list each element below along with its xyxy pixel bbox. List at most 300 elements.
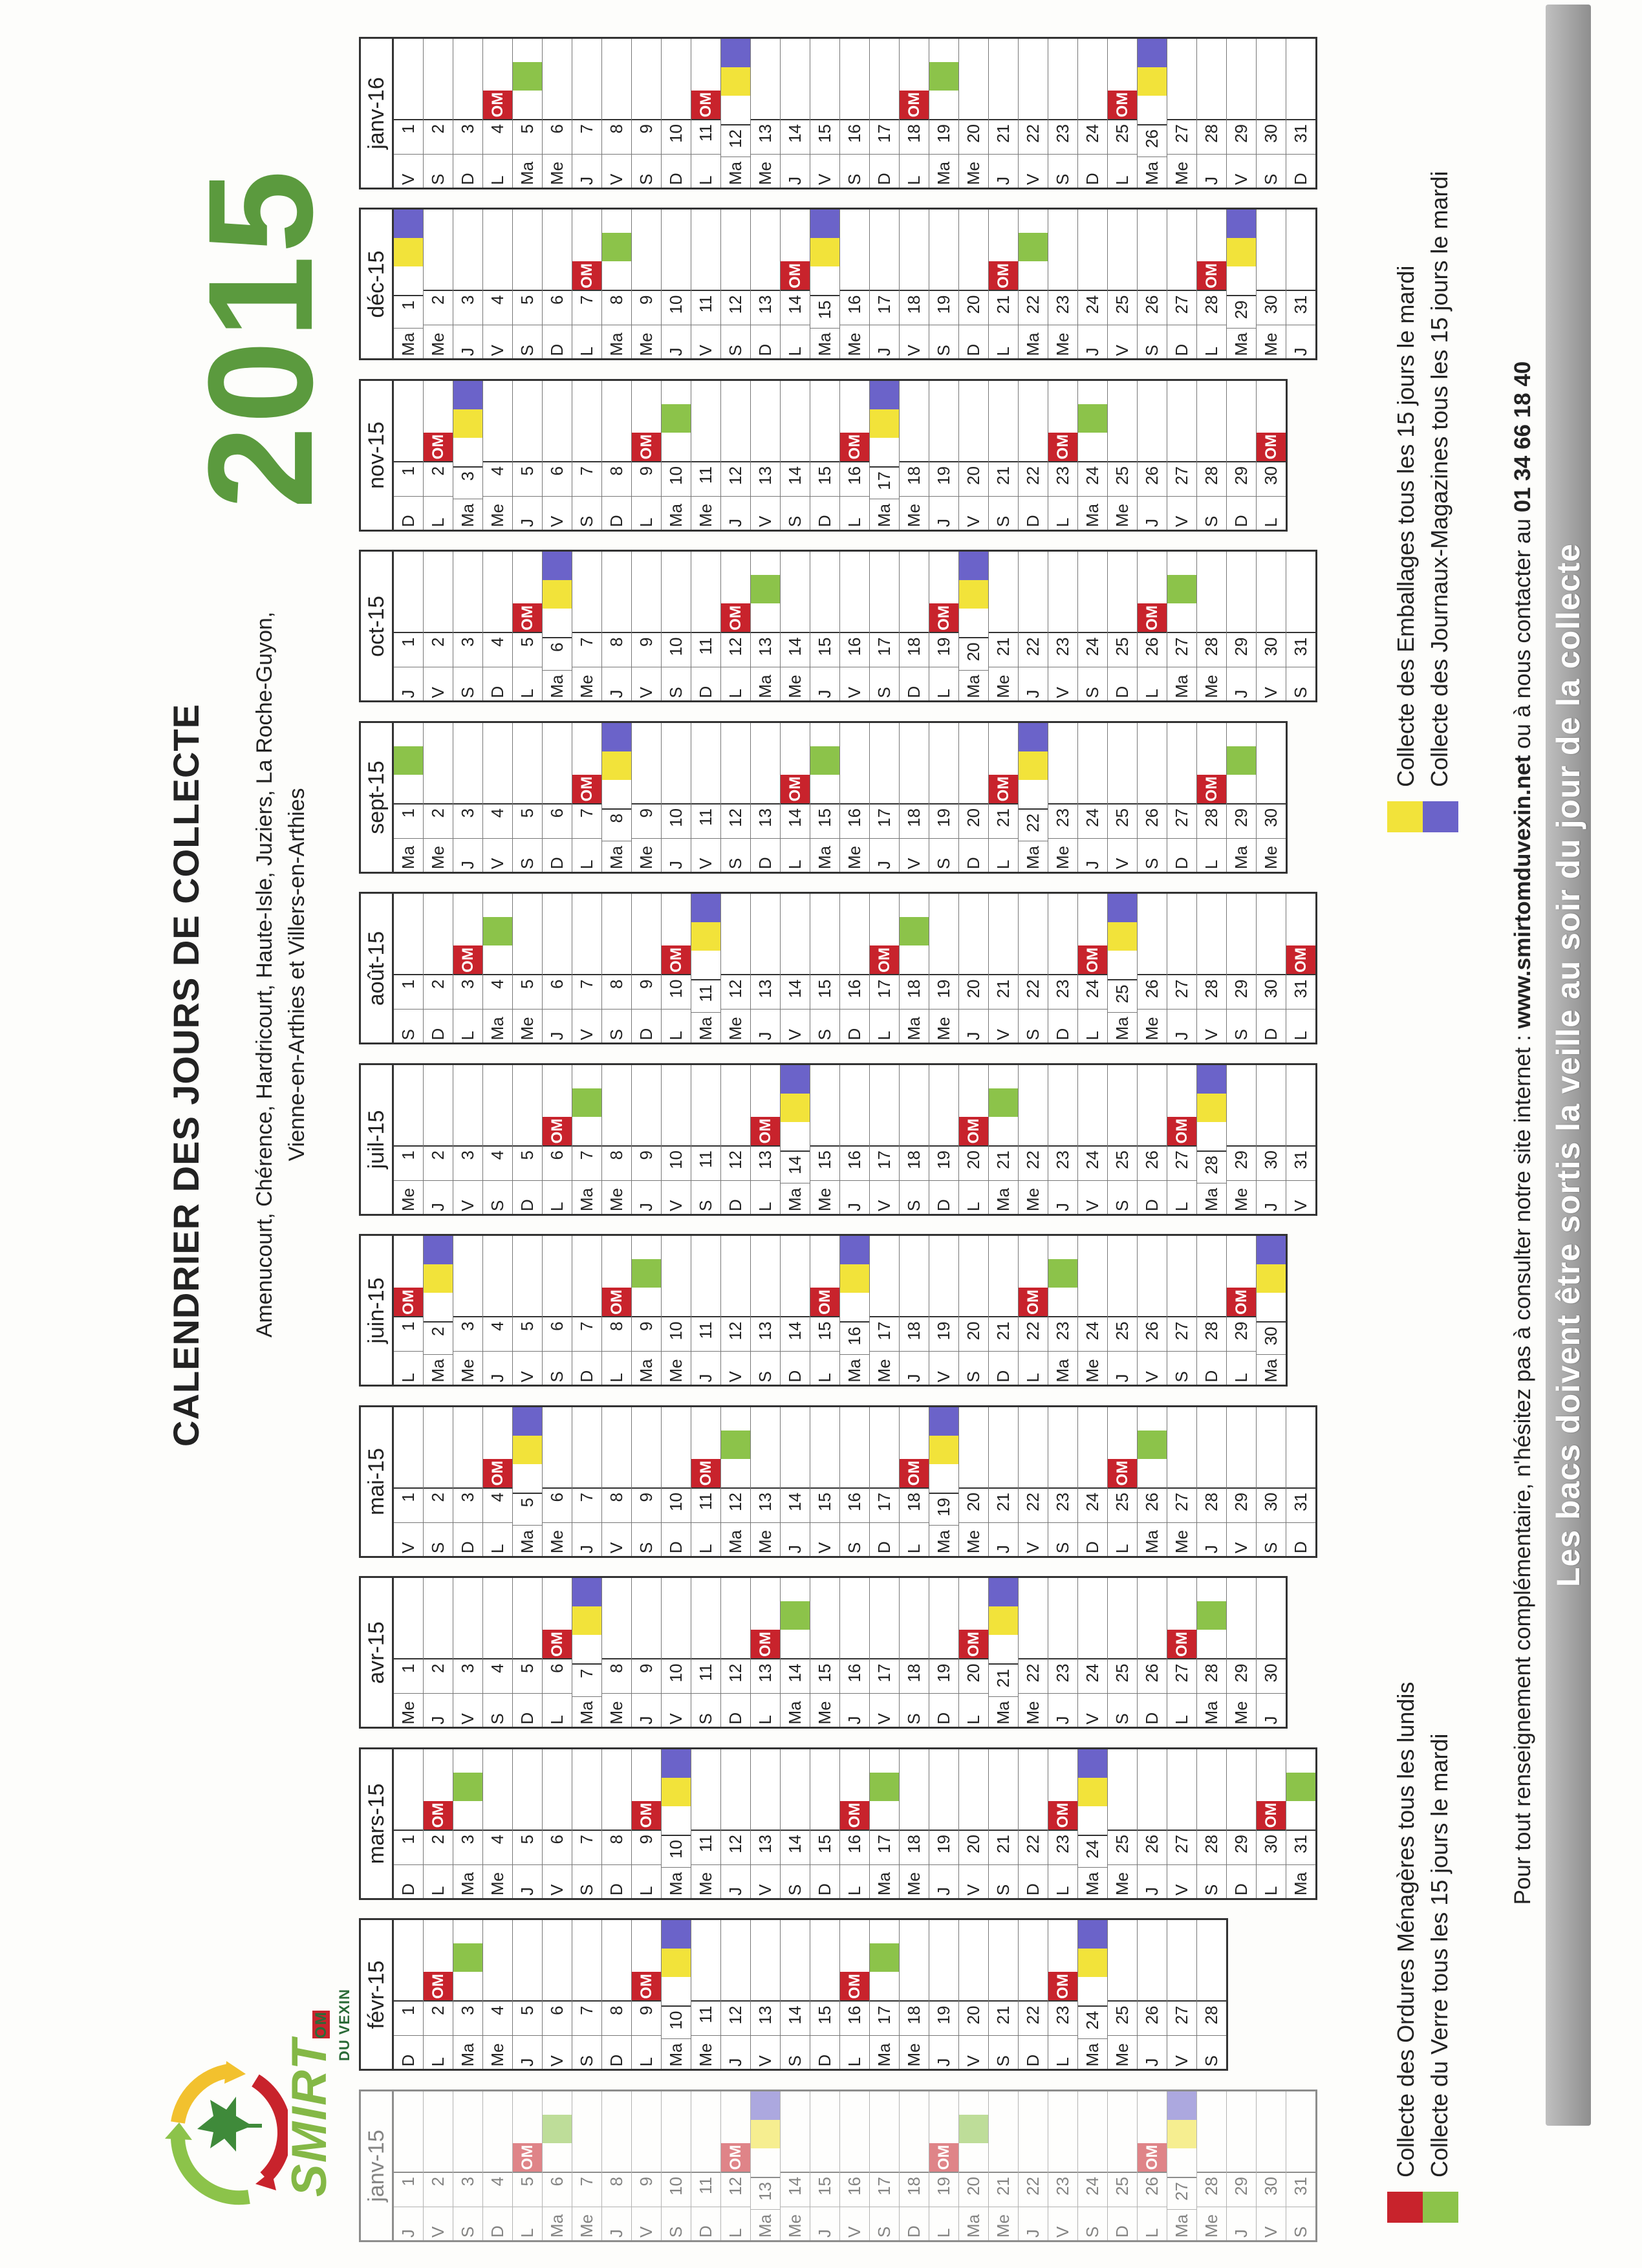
day-number: 30: [1257, 290, 1286, 325]
day-number: 25: [1108, 1487, 1137, 1522]
day-number: 15: [810, 296, 839, 328]
weekday-label: S: [1167, 1352, 1196, 1385]
weekday-label: Ma: [870, 499, 899, 530]
weekday-label: Me: [1197, 2207, 1226, 2240]
weekday-label: V: [572, 1010, 601, 1043]
day-number: 25: [1108, 119, 1137, 154]
weekday-label: J: [394, 667, 423, 701]
day-number: 7: [572, 803, 601, 838]
day-row: [959, 552, 989, 701]
collection-cell: [1078, 39, 1107, 119]
day-number: 18: [900, 2001, 929, 2036]
day-number: 10: [662, 632, 691, 667]
weekday-label: Me: [1167, 1522, 1196, 1556]
day-row: [1286, 1749, 1315, 1898]
month-days: [392, 721, 1288, 874]
collection-cell: [543, 1749, 572, 1830]
day-row: [900, 1749, 929, 1898]
day-row: [900, 1921, 929, 2069]
weekday-label: V: [1048, 667, 1077, 701]
day-number: 23: [1048, 119, 1077, 154]
day-number: 22: [1019, 2001, 1048, 2036]
collection-cell: [1138, 552, 1167, 632]
collection-cell: [900, 2091, 929, 2172]
collection-cell: [1197, 210, 1226, 290]
collection-cell: [721, 1579, 750, 1659]
day-number: 7: [572, 461, 601, 496]
day-number: 26: [1138, 2172, 1167, 2207]
day-row: [394, 381, 424, 530]
weekday-label: D: [394, 2036, 423, 2069]
collection-cell: [721, 1237, 750, 1317]
om-marker: OM: [1078, 946, 1107, 975]
day-row: [453, 1921, 483, 2069]
day-number: 13: [751, 632, 780, 667]
weekday-label: D: [1286, 154, 1315, 188]
collection-cell: [1227, 1065, 1256, 1145]
day-row: [810, 1407, 840, 1556]
day-number: 20: [959, 1487, 988, 1522]
weekday-label: L: [1286, 1010, 1315, 1043]
collection-cell: [394, 723, 423, 803]
weekday-label: S: [721, 838, 750, 872]
om-marker: OM: [513, 2143, 542, 2172]
collection-cell: [721, 723, 750, 803]
collection-cell: [1108, 723, 1137, 803]
verre-marker: [453, 1773, 482, 1801]
collection-cell: [662, 1407, 691, 1487]
collection-cell: [781, 1407, 810, 1487]
day-number: 29: [1227, 975, 1256, 1010]
weekday-label: D: [1167, 838, 1196, 872]
collection-cell: [513, 381, 542, 461]
day-row: [1138, 210, 1167, 359]
day-row: [1227, 1065, 1257, 1214]
day-row: [810, 894, 840, 1043]
day-number: 21: [989, 1145, 1018, 1180]
collection-cell: [1197, 1407, 1226, 1487]
day-row: [394, 39, 424, 188]
weekday-label: Me: [1108, 2036, 1137, 2069]
weekday-label: V: [751, 2036, 780, 2069]
collection-cell: [1108, 210, 1137, 290]
month-days: [392, 379, 1288, 532]
day-number: 4: [483, 2001, 512, 2036]
day-number: 9: [632, 1659, 661, 1694]
weekday-label: D: [691, 2207, 720, 2240]
collection-cell: [483, 1921, 512, 2001]
day-row: [929, 894, 959, 1043]
day-row: [989, 723, 1019, 872]
weekday-label: Ma: [1167, 2209, 1196, 2240]
day-row: [691, 210, 721, 359]
day-row: [662, 2091, 691, 2240]
collection-cell: [751, 39, 780, 119]
day-number: 19: [929, 1659, 958, 1694]
collection-cell: [721, 1921, 750, 2001]
weekday-label: S: [632, 1522, 661, 1556]
website-link[interactable]: www.smirtomduvexin.net: [1510, 755, 1535, 1029]
weekday-label: Ma: [543, 2207, 572, 2240]
journaux-marker: [781, 1065, 810, 1094]
month-header: juin-15: [359, 1235, 392, 1387]
weekday-label: V: [1019, 154, 1048, 188]
day-row: [602, 1065, 632, 1214]
day-number: 3: [453, 1487, 482, 1522]
collection-cell: [751, 1065, 780, 1145]
weekday-label: Me: [1078, 1352, 1107, 1385]
day-row: [424, 1579, 453, 1727]
day-row: [989, 894, 1019, 1043]
day-row: [1167, 552, 1197, 701]
collection-cell: [989, 1921, 1018, 2001]
day-number: 17: [870, 290, 899, 325]
collection-cell: [1048, 39, 1077, 119]
collection-cell: [781, 2091, 810, 2172]
weekday-label: J: [513, 496, 542, 530]
weekday-label: J: [1138, 1864, 1167, 1898]
collection-cell: [1286, 552, 1315, 632]
weekday-label: D: [1167, 325, 1196, 359]
collection-cell: [691, 210, 720, 290]
weekday-label: J: [870, 325, 899, 359]
day-number: 8: [602, 975, 631, 1010]
day-row: [810, 1065, 840, 1214]
day-number: 19: [929, 119, 958, 154]
day-number: 5: [513, 975, 542, 1010]
collection-cell: [1197, 381, 1226, 461]
day-number: 16: [840, 119, 869, 154]
weekday-label: L: [959, 1694, 988, 1727]
day-row: [870, 1749, 900, 1898]
collection-cell: [424, 381, 453, 461]
collection-cell: [662, 2091, 691, 2172]
verre-marker: [1167, 576, 1196, 604]
day-number: 28: [1197, 632, 1226, 667]
day-row: [691, 1749, 721, 1898]
collection-cell: [1019, 723, 1048, 808]
day-number: 17: [870, 1317, 899, 1352]
day-number: 4: [483, 803, 512, 838]
collection-cell: [1138, 39, 1167, 124]
collection-cell: [662, 1065, 691, 1145]
day-row: [632, 1407, 662, 1556]
weekday-label: J: [691, 1352, 720, 1385]
weekday-label: Me: [1257, 838, 1286, 872]
collection-cell: [840, 39, 869, 119]
collection-cell: [781, 1237, 810, 1317]
collection-cell: [1138, 381, 1167, 461]
day-row: [1286, 894, 1315, 1043]
collection-cell: [424, 1749, 453, 1830]
weekday-label: V: [1167, 2036, 1196, 2069]
collection-cell: [840, 210, 869, 290]
day-row: [691, 1579, 721, 1727]
day-row: [1286, 1407, 1315, 1556]
day-number: 23: [1048, 1487, 1077, 1522]
day-number: 13: [751, 461, 780, 496]
weekday-label: S: [840, 1522, 869, 1556]
weekday-label: Ma: [959, 670, 988, 701]
month-header: avr-15: [359, 1577, 392, 1729]
day-row: [424, 1065, 453, 1214]
weekday-label: V: [1078, 1180, 1107, 1214]
weekday-label: Ma: [810, 838, 839, 872]
weekday-label: D: [602, 496, 631, 530]
collection-cell: [691, 1579, 720, 1659]
day-number: 16: [840, 975, 869, 1010]
day-row: [394, 894, 424, 1043]
collection-cell: [602, 39, 631, 119]
day-number: 18: [900, 1830, 929, 1864]
om-marker: OM: [1048, 433, 1077, 461]
emballages-marker: [691, 923, 720, 951]
weekday-label: L: [1108, 154, 1137, 188]
day-number: 18: [900, 975, 929, 1010]
weekday-label: Me: [543, 154, 572, 188]
day-number: 10: [662, 290, 691, 325]
day-number: 24: [1078, 1659, 1107, 1694]
day-number: 11: [691, 461, 720, 496]
day-row: [424, 894, 453, 1043]
day-row: [1167, 1407, 1197, 1556]
collection-cell: [840, 1579, 869, 1659]
day-row: [483, 1407, 513, 1556]
collection-cell: [1257, 1579, 1286, 1659]
weekday-label: D: [1257, 1010, 1286, 1043]
weekday-label: L: [1227, 1352, 1256, 1385]
weekday-label: J: [870, 838, 899, 872]
collection-cell: [1167, 1579, 1196, 1659]
verre-marker: [870, 1773, 899, 1801]
weekday-label: J: [572, 154, 601, 188]
day-row: [1108, 381, 1138, 530]
day-row: [870, 1407, 900, 1556]
weekday-label: V: [513, 1352, 542, 1385]
day-number: 14: [781, 1487, 810, 1522]
day-number: 19: [929, 632, 958, 667]
collection-cell: [424, 210, 453, 290]
collection-cell: [632, 894, 661, 975]
collection-cell: [1138, 210, 1167, 290]
collection-cell: [870, 2091, 899, 2172]
collection-cell: [602, 1237, 631, 1317]
collection-cell: [543, 39, 572, 119]
day-row: [900, 1237, 929, 1385]
weekday-label: J: [1227, 667, 1256, 701]
day-row: [1108, 1579, 1138, 1727]
day-number: 5: [513, 632, 542, 667]
collection-cell: [900, 381, 929, 461]
day-number: 26: [1138, 2001, 1167, 2036]
weekday-label: J: [632, 1694, 661, 1727]
day-row: [840, 1579, 870, 1727]
day-row: [483, 1237, 513, 1385]
weekday-label: V: [810, 154, 839, 188]
day-number: 17: [870, 2172, 899, 2207]
weekday-label: V: [543, 2036, 572, 2069]
weekday-label: L: [572, 838, 601, 872]
collection-cell: [870, 381, 899, 466]
day-row: [1167, 1237, 1197, 1385]
day-number: 22: [1019, 1830, 1048, 1864]
weekday-label: S: [483, 1694, 512, 1727]
emballages-marker: [602, 751, 631, 780]
day-row: [1048, 1749, 1078, 1898]
weekday-label: Me: [691, 2036, 720, 2069]
journaux-marker: [1227, 210, 1256, 239]
day-number: 16: [840, 1830, 869, 1864]
day-number: 2: [424, 461, 453, 496]
weekday-label: J: [602, 2207, 631, 2240]
day-number: 29: [1227, 1830, 1256, 1864]
day-row: [602, 1749, 632, 1898]
day-number: 1: [394, 803, 423, 838]
month-days: [392, 37, 1317, 189]
weekday-label: D: [1019, 496, 1048, 530]
collection-cell: [1197, 723, 1226, 803]
collection-cell: [1048, 1921, 1077, 2001]
day-row: [870, 2091, 900, 2240]
day-row: [1167, 1921, 1197, 2069]
brand-subtitle: DU VEXIN: [336, 1989, 352, 2061]
weekday-label: Me: [424, 838, 453, 872]
weekday-label: J: [1197, 1522, 1226, 1556]
day-number: 2: [424, 2001, 453, 2036]
day-number: 17: [870, 1487, 899, 1522]
month-header: févr-15: [359, 1919, 392, 2071]
day-row: [959, 1749, 989, 1898]
weekday-label: L: [1257, 496, 1286, 530]
weekday-label: L: [900, 1522, 929, 1556]
day-row: [662, 1749, 691, 1898]
weekday-label: S: [513, 325, 542, 359]
day-number: 13: [751, 2001, 780, 2036]
day-number: 21: [989, 975, 1018, 1010]
day-number: 15: [810, 1317, 839, 1352]
day-row: [721, 1065, 751, 1214]
day-row: [602, 1579, 632, 1727]
day-row: [929, 1921, 959, 2069]
weekday-label: D: [1019, 1864, 1048, 1898]
collection-cell: [1197, 2091, 1226, 2172]
emballages-marker: [1138, 67, 1167, 96]
day-number: 16: [840, 1145, 869, 1180]
day-row: [602, 210, 632, 359]
day-row: [662, 1407, 691, 1556]
collection-cell: [929, 1237, 958, 1317]
journaux-marker: [453, 381, 482, 409]
month-days: [392, 550, 1317, 703]
day-row: [394, 723, 424, 872]
day-row: [840, 552, 870, 701]
day-row: [632, 1749, 662, 1898]
collection-cell: [1227, 210, 1256, 296]
collection-cell: [1108, 1237, 1137, 1317]
month-header: sept-15: [359, 721, 392, 874]
weekday-label: S: [1108, 1694, 1137, 1727]
weekday-label: J: [394, 2207, 423, 2240]
day-row: [1167, 2091, 1197, 2240]
collection-cell: [1286, 39, 1315, 119]
day-number: 4: [483, 1317, 512, 1352]
month-days: [392, 892, 1317, 1045]
om-marker: OM: [1108, 1459, 1137, 1487]
day-number: 26: [1138, 1317, 1167, 1352]
weekday-label: J: [453, 325, 482, 359]
weekday-label: V: [1286, 1180, 1315, 1214]
weekday-label: Me: [1197, 667, 1226, 701]
day-row: [1138, 1749, 1167, 1898]
day-number: 17: [870, 2001, 899, 2036]
day-number: 10: [662, 1659, 691, 1694]
day-row: [662, 723, 691, 872]
day-row: [543, 39, 572, 188]
day-number: 30: [1257, 803, 1286, 838]
day-number: 18: [900, 1145, 929, 1180]
day-number: 29: [1227, 632, 1256, 667]
weekday-label: V: [810, 1522, 839, 1556]
collection-cell: [632, 552, 661, 632]
month-days: [392, 1405, 1317, 1558]
day-row: [1138, 894, 1167, 1043]
day-number: 30: [1257, 1659, 1286, 1694]
day-row: [929, 2091, 959, 2240]
weekday-label: V: [870, 1180, 899, 1214]
day-row: [543, 1921, 572, 2069]
verre-marker: [929, 62, 958, 91]
day-row: [1167, 1579, 1197, 1727]
day-row: [662, 381, 691, 530]
collection-cell: [424, 1579, 453, 1659]
weekday-label: Ma: [483, 1010, 512, 1043]
day-row: [543, 381, 572, 530]
day-number: 7: [572, 2001, 601, 2036]
day-row: [1048, 381, 1078, 530]
day-number: 22: [1019, 290, 1048, 325]
om-marker: OM: [929, 2143, 958, 2172]
weekday-label: S: [870, 667, 899, 701]
weekday-label: L: [602, 1352, 631, 1385]
collection-cell: [1227, 894, 1256, 975]
day-row: [1048, 210, 1078, 359]
collection-cell: [424, 39, 453, 119]
day-row: [781, 1579, 810, 1727]
weekday-label: D: [959, 325, 988, 359]
collection-cell: [870, 210, 899, 290]
collection-cell: [394, 1579, 423, 1659]
day-number: 3: [453, 2001, 482, 2036]
collection-cell: [513, 39, 542, 119]
weekday-label: J: [543, 1010, 572, 1043]
weekday-label: S: [453, 667, 482, 701]
day-number: 19: [929, 461, 958, 496]
weekday-label: L: [662, 1010, 691, 1043]
collection-cell: [840, 2091, 869, 2172]
weekday-label: D: [929, 1694, 958, 1727]
weekday-label: Me: [1048, 325, 1077, 359]
weekday-label: V: [453, 1180, 482, 1214]
day-number: 28: [1197, 290, 1226, 325]
collection-cell: [1138, 723, 1167, 803]
weekday-label: D: [572, 1352, 601, 1385]
collection-cell: [424, 894, 453, 975]
collection-cell: [1167, 381, 1196, 461]
month-days: [392, 1577, 1288, 1729]
day-number: 19: [929, 975, 958, 1010]
day-number: 6: [543, 1317, 572, 1352]
weekday-label: D: [483, 667, 512, 701]
